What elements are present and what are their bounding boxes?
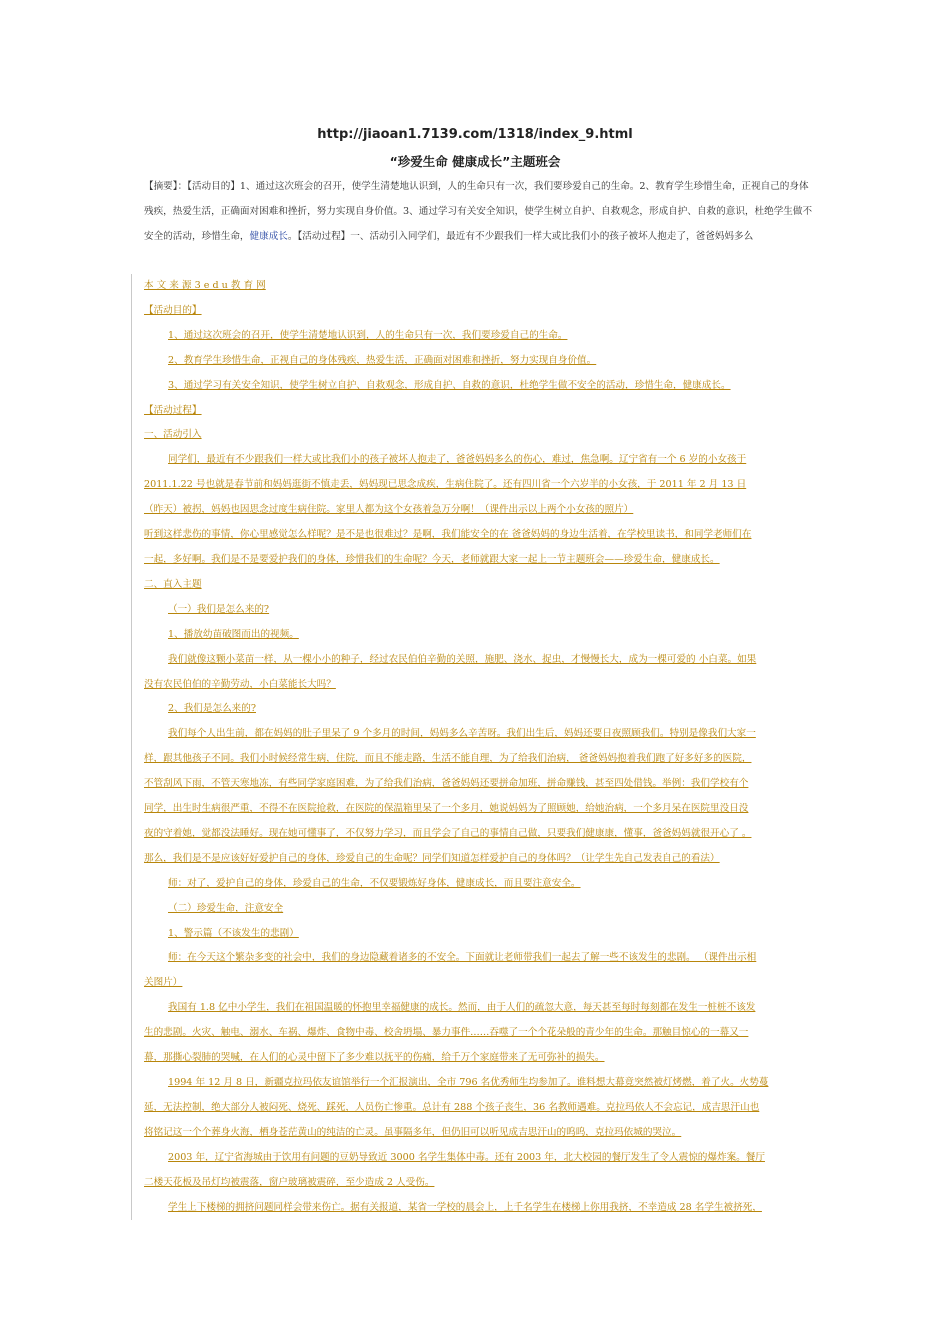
content-line-text[interactable]: 【活动过程】 [144, 404, 202, 416]
content-line[interactable] [144, 274, 820, 299]
content-line[interactable] [144, 598, 820, 623]
content-line-text[interactable]: 1994 年 12 月 8 日，新疆克拉玛依友谊馆举行一个汇报演出，全市 796 名优秀师生均参加了。谁料想大幕竟突然被灯烤燃，着了火。火势蔓 [168, 1077, 769, 1088]
content-line[interactable] [144, 971, 820, 996]
content-line[interactable] [144, 399, 820, 424]
content-line-text[interactable]: 关图片） [144, 977, 183, 989]
content-line-text[interactable]: 幕，那撕心裂肺的哭喊，在人们的心灵中留下了多少难以抚平的伤痛，给千万个家庭带来了无可弥补的损失。 [144, 1052, 605, 1064]
content-line-text[interactable]: 2011.1.22 号也就是春节前和妈妈逛街不慎走丢，妈妈现已思念成疾，生病住院了。还有四川省一个六岁半的小女孩，于 2011 年 2 月 13 日 [144, 479, 747, 491]
content-line[interactable] [144, 1146, 820, 1171]
content-line-text[interactable]: 我们每个人出生前，都在妈妈的肚子里呆了 9 个多月的时间，妈妈多么辛苦呀。我们出生后，妈妈还要日夜照顾我们。特别是像我们大家一 [168, 728, 756, 740]
content-line[interactable] [144, 423, 820, 448]
content-line-text[interactable]: 听到这样悲伤的事情，你心里感觉怎么样呢？是不是也很难过？是啊，我们能安全的在 爸爸妈妈的身边生活着，在学校里读书，和同学老师们在 [144, 529, 752, 541]
content-line-text[interactable]: 一起，多好啊。我们是不是要爱护我们的身体，珍惜我们的生命呢？今天，老师就跟大家一起上一节主题班会——珍爱生命，健康成长。 [144, 553, 720, 565]
summary-text-continued: 。【活动过程】一、活动引入同学们，最近有不少跟我们一样大或比我们小的孩子被坏人抱走了，爸爸妈妈多么 [287, 231, 754, 242]
content-line[interactable] [144, 299, 820, 324]
content-line[interactable] [144, 996, 820, 1021]
content-line[interactable] [144, 498, 820, 523]
summary-text: 【摘要】：【活动目的】1、通过这次班会的召开，使学生清楚地认识到，人的生命只有一次，我们要珍爱自己的生命。2、教育学生珍惜生命，正视自己的身体残疾，热爱生活，正确面对困难和挫折，努力实现自身价值。3、通过学习有关安全知识，使学生树立自护、自救观念，形成自护、自救的意识，杜绝学生做不安全的活动，珍惜生命， [144, 181, 813, 242]
content-line[interactable] [144, 548, 820, 573]
content-line[interactable] [144, 623, 820, 648]
page-url[interactable]: http://jiaoan1.7139.com/1318/index_9.html [317, 127, 633, 142]
content-line[interactable] [144, 1071, 820, 1096]
content-line-text[interactable]: 生的悲剧。火灾、触电、溺水、车祸、爆炸、食物中毒、校舍坍塌、暴力事件……吞噬了一个个花朵般的青少年的生命。那触目惊心的一幕又一 [144, 1027, 749, 1039]
content-line[interactable] [144, 772, 820, 797]
content-line[interactable] [144, 946, 820, 971]
content-line[interactable] [144, 747, 820, 772]
content-line[interactable] [144, 523, 820, 548]
content-line-text[interactable]: 我们就像这颗小菜苗一样，从一棵小小的种子，经过农民伯伯辛勤的关照，施肥、浇水、捉虫，才慢慢长大，成为一棵可爱的 小白菜。如果 [168, 653, 757, 665]
content-line-text[interactable]: 夜的守着她，觉都没法睡好。现在她可懂事了，不仅努力学习，而且学会了自己的事情自己做，只要我们健康康，懂事，爸爸妈妈就很开心了 。 [144, 827, 752, 839]
lesson-content [144, 274, 820, 1220]
content-line-text[interactable]: 1、警示篇（不该发生的悲剧） [168, 927, 299, 939]
content-line-text[interactable]: （二）珍爱生命，注意安全 [168, 902, 284, 914]
content-line-text[interactable]: 2、我们是怎么来的? [168, 703, 256, 715]
content-line[interactable] [144, 1121, 820, 1146]
content-line[interactable] [144, 573, 820, 598]
content-line[interactable] [144, 1046, 820, 1071]
content-line[interactable] [144, 1021, 820, 1046]
content-line-text[interactable]: 师：在今天这个繁杂多变的社会中，我们的身边隐藏着诸多的不安全。下面就让老师带我们一起去了解一些不该发生的悲剧。 （课件出示相 [168, 952, 757, 964]
content-line[interactable] [144, 872, 820, 897]
content-line-text[interactable]: 1、播放幼苗破图而出的视频。 [168, 628, 299, 640]
content-line-text[interactable]: 本 文 来 源 3 e d u 教 育 网 [144, 280, 266, 291]
content-line[interactable] [144, 349, 820, 374]
page-title: “珍爱生命 健康成长”主题班会 [389, 154, 561, 169]
content-line[interactable] [144, 1096, 820, 1121]
content-line[interactable] [144, 797, 820, 822]
content-line-text[interactable]: 2003 年，辽宁省海城由于饮用有问题的豆奶导致近 3000 名学生集体中毒。还有 2003 年，北大校园的餐厅发生了令人震惊的爆炸案。餐厅 [168, 1151, 765, 1163]
content-line-text[interactable]: 3、通过学习有关安全知识，使学生树立自护、自救观念，形成自护、自救的意识，杜绝学生做不安全的活动，珍惜生命，健康成长。 [168, 379, 731, 391]
content-line-text[interactable]: 同学，出生时生病很严重，不得不在医院抢救，在医院的保温箱里呆了一个多月，她说妈妈为了照顾她，给她治病，一个多月呆在医院里没日没 [144, 803, 749, 815]
summary-keyword-link[interactable]: 健康成长 [249, 231, 288, 242]
content-line[interactable] [144, 648, 820, 673]
content-line[interactable] [144, 847, 820, 872]
content-line-text[interactable]: 延，无法控制，绝大部分人被闷死、烧死、踩死，人员伤亡惨重。总计有 288 个孩子丧生，36 名教师遇难。克拉玛依人不会忘记，成吉思汗山也 [144, 1101, 760, 1113]
content-line[interactable] [144, 822, 820, 847]
content-line[interactable] [144, 473, 820, 498]
content-line-text[interactable]: （昨天）被拐，妈妈也因思念过度生病住院。家里人都为这个女孩着急万分啊！（课件出示以上两个小女孩的照片） [144, 504, 634, 516]
content-line[interactable] [144, 448, 820, 473]
content-line-text[interactable]: 2、教育学生珍惜生命，正视自己的身体残疾，热爱生活，正确面对困难和挫折，努力实现自身价值。 [168, 354, 597, 366]
content-line-text[interactable]: 二、直入主题 [144, 578, 202, 590]
content-line[interactable] [144, 324, 820, 349]
content-line[interactable] [144, 1196, 820, 1221]
content-line[interactable] [144, 722, 820, 747]
content-line-text[interactable]: 【活动目的】 [144, 304, 202, 316]
content-line-text[interactable]: 同学们，最近有不少跟我们一样大或比我们小的孩子被坏人抱走了，爸爸妈妈多么的伤心，难过，焦急啊。辽宁省有一个 6 岁的小女孩于 [168, 454, 747, 466]
content-line-text[interactable]: （一）我们是怎么来的? [168, 603, 270, 615]
content-line[interactable] [144, 697, 820, 722]
content-line-text[interactable]: 那么，我们是不是应该好好爱护自己的身体，珍爱自己的生命呢？同学们知道怎样爱护自己的身体吗？（让学生先自己发表自己的看法） [144, 852, 720, 864]
content-line[interactable] [144, 922, 820, 947]
content-line-text[interactable]: 没有农民伯伯的辛勤劳动，小白菜能长大吗？ [144, 678, 336, 690]
content-line[interactable] [144, 374, 820, 399]
content-line-text[interactable]: 样，跟其他孩子不同。我们小时候经常生病，住院，而且不能走路，生活不能自理，为了给我们治病， 爸爸妈妈抱着我们跑了好多好多的医院， [144, 753, 752, 765]
summary-block [144, 174, 816, 249]
content-line-text[interactable]: 师：对了，爱护自己的身体，珍爱自己的生命，不仅要锻炼好身体，健康成长，而且要注意安全。 [168, 877, 581, 889]
content-line-text[interactable]: 我国有 1.8 亿中小学生，我们在祖国温暖的怀抱里幸福健康的成长。然而，由于人们的疏忽大意，每天甚至每时每刻都在发生一桩桩不该发 [168, 1002, 756, 1014]
content-line-text[interactable]: 将铭记这一个个葬身火海，栖身苍茫黄山的纯洁的亡灵。虽事隔多年，但仍旧可以听见成吉思汗山的呜呜，克拉玛依城的哭泣。 [144, 1126, 682, 1138]
content-line-text[interactable]: 学生上下楼梯的拥挤问题同样会带来伤亡。据有关报道，某省一学校的晨会上，上千名学生在楼梯上你用我挤，不幸造成 28 名学生被挤死， [168, 1201, 762, 1213]
content-line-text[interactable]: 一、活动引入 [144, 429, 202, 441]
content-line-text[interactable]: 不管刮风下雨，不管天寒地冻，有些同学家庭困难，为了给我们治病，爸爸妈妈还要拼命加班，拼命赚钱，甚至四处借钱。举例：我们学校有个 [144, 778, 749, 790]
content-line[interactable] [144, 1171, 820, 1196]
content-line[interactable] [144, 897, 820, 922]
content-line-text[interactable]: 1、通过这次班会的召开，使学生清楚地认识到，人的生命只有一次，我们要珍爱自己的生命。 [168, 329, 568, 341]
content-line-text[interactable]: 二楼天花板及吊灯均被震落，窗户玻璃被震碎，至少造成 2 人受伤。 [144, 1176, 435, 1188]
content-line[interactable] [144, 673, 820, 698]
